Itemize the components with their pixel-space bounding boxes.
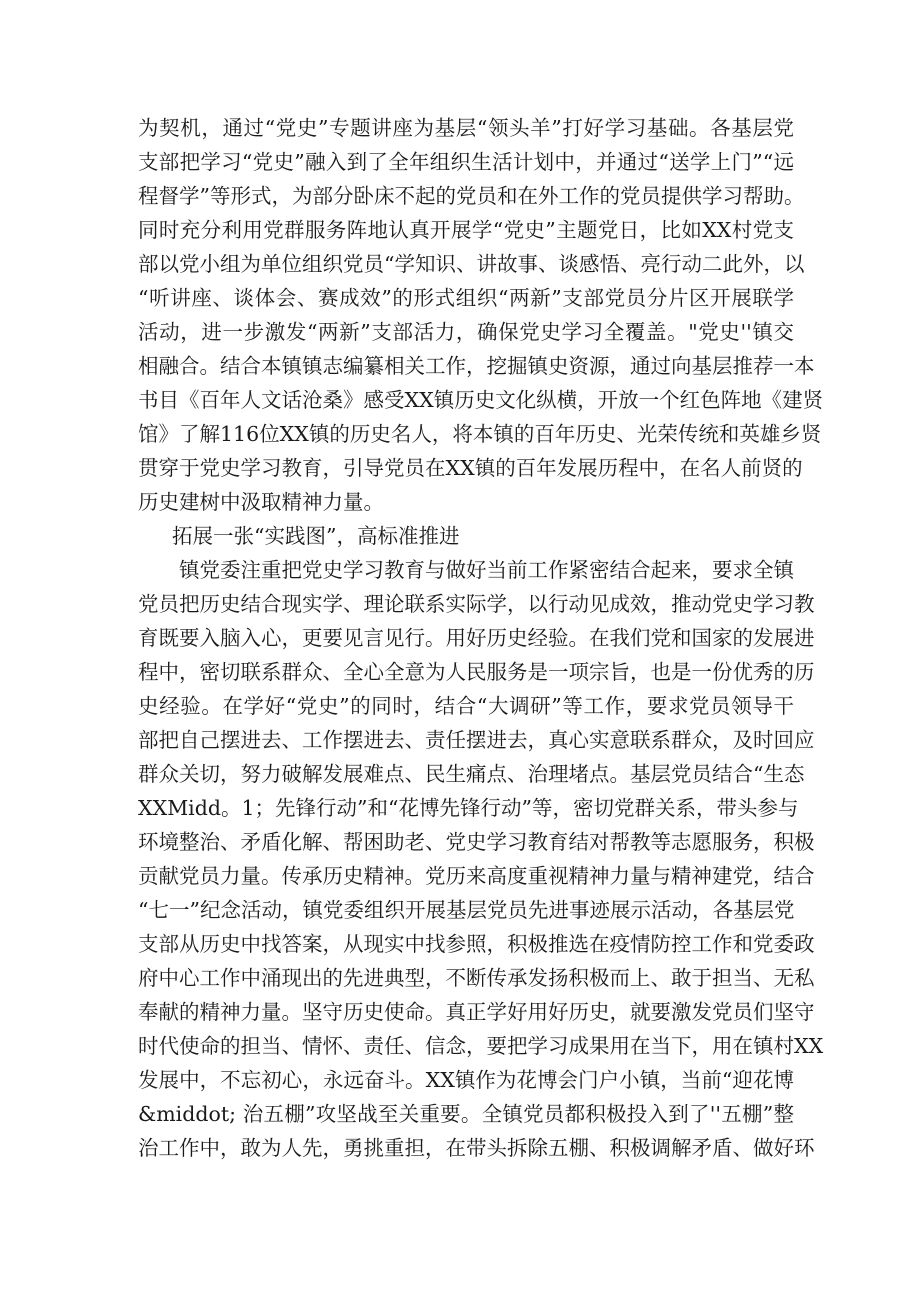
text-line: 党员把历史结合现实学、理论联系实际学，以行动见成效，推动党史学习教 [138, 592, 815, 616]
text-line: XXMidd。1；先锋行动”和“花博先锋行动”等，密切党群关系，带头参与 [138, 796, 799, 820]
text-line: 时代使命的担当、情怀、责任、信念，要把学习成果用在当下，用在镇村XX [138, 1034, 824, 1058]
section-heading: 拓展一张“实践图”，高标准推进 [172, 524, 460, 548]
text-line: “听讲座、谈体会、赛成效”的形式组织“两新”支部党员分片区开展联学 [138, 286, 794, 310]
text-line: 发展中，不忘初心，永远奋斗。XX镇作为花博会门户小镇，当前“迎花博 [138, 1068, 794, 1092]
text-line: 治工作中，敢为人先，勇挑重担，在带头拆除五棚、积极调解矛盾、做好环 [138, 1136, 815, 1160]
text-line: 部把自己摆进去、工作摆进去、责任摆进去，真心实意联系群众，及时回应 [138, 728, 815, 752]
text-line: 活动，进一步激发“两新”支部活力，确保党史学习全覆盖。"党史''镇交 [138, 320, 794, 344]
text-line: 程督学”等形式，为部分卧床不起的党员和在外工作的党员提供学习帮助。 [138, 184, 805, 208]
text-line: 贡献党员力量。传承历史精神。党历来高度重视精神力量与精神建党，结合 [138, 864, 815, 888]
text-line: 奉献的精神力量。坚守历史使命。真正学好用好历史，就要激发党员们坚守 [138, 1000, 815, 1024]
text-line: “七一”纪念活动，镇党委组织开展基层党员先进事迹展示活动，各基层党 [138, 898, 795, 922]
text-line: &middot; 治五棚”攻坚战至关重要。全镇党员都积极投入到了''五棚”整 [138, 1102, 794, 1126]
text-line: 群众关切，努力破解发展难点、民生痛点、治理堵点。基层党员结合“生态 [138, 762, 805, 786]
text-line: 支部从历史中找答案，从现实中找参照，积极推选在疫情防控工作和党委政 [138, 932, 815, 956]
text-line: 同时充分利用党群服务阵地认真开展学“党史”主题党日，比如XX村党支 [138, 218, 794, 242]
text-line: 环境整治、矛盾化解、帮困助老、党史学习教育结对帮教等志愿服务，积极 [138, 830, 815, 854]
text-line-indented: 镇党委注重把党史学习教育与做好当前工作紧密结合起来，要求全镇 [179, 558, 794, 582]
text-line: 相融合。结合本镇镇志编纂相关工作，挖掘镇史资源，通过向基层推荐一本 [138, 354, 815, 378]
text-line: 程中，密切联系群众、全心全意为人民服务是一项宗旨，也是一份优秀的历 [138, 660, 815, 684]
text-line: 贯穿于党史学习教育，引导党员在XX镇的百年发展历程中，在名人前贤的 [138, 456, 803, 480]
text-line: 为契机，通过“党史”专题讲座为基层“领头羊”打好学习基础。各基层党 [138, 116, 794, 140]
text-line: 支部把学习“党史”融入到了全年组织生活计划中，并通过“送学上门”“远 [138, 150, 794, 174]
text-line-last: 历史建树中汲取精神力量。 [138, 490, 384, 514]
text-line: 书目《百年人文话沧桑》感受XX镇历史文化纵横，开放一个红色阵地《建贤 [138, 388, 824, 412]
text-line: 史经验。在学好“党史”的同时，结合“大调研”等工作，要求党员领导干 [138, 694, 794, 718]
text-line: 育既要入脑入心，更要见言见行。用好历史经验。在我们党和国家的发展进 [138, 626, 815, 650]
text-line: 馆》了解116位XX镇的历史名人，将本镇的百年历史、光荣传统和英雄乡贤 [138, 422, 822, 446]
text-line: 部以党小组为单位组织党员“学知识、讲故事、谈感悟、亮行动二此外，以 [138, 252, 805, 276]
text-line: 府中心工作中涌现出的先进典型，不断传承发扬积极而上、敢于担当、无私 [138, 966, 815, 990]
